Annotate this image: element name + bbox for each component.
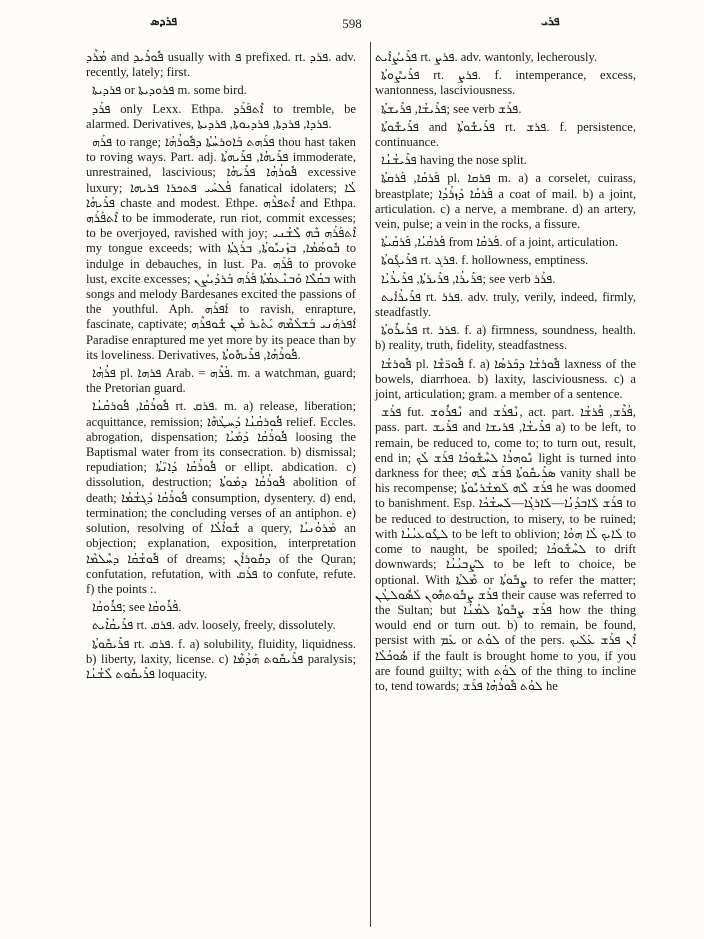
dictionary-entry: ܦܪܺܝܪܳܐ, ܦܪܺܝܪܬܳܐ, ܦܪܺܝܪܳܝܳܐ; see verb ܦܪܰܪ. <box>381 271 556 286</box>
dictionary-entry: ܦܪܽܘܩܳܐ; see ܦܳܪܽܘܩܳܐ. <box>92 600 182 615</box>
dictionary-entry: ܦܪܰܗ to range; ܦܪܰܗܬ ܒܰܐܘܪܚܳܬܳܐ ܕܦܽܘܪܳܗܳܐ thou hast taken to roving ways. Part. adj. ܦܪܺܝܗܳܐ, ܦܪܺܝܗܬܳܐ immoderate, unrestrained, lascivious; ܦܽܘܪܳܗܳܐ ܦܪܺܝܗܳܐ excessive luxury; ܦܳܠܚܰܝ ܦܬܟܪܐ ܦܪܝܗܐ fanatical idolaters; ܠܳܐ ܦܪܺܝܗܳܐ chaste and modest. Ethpe. ܐܶܬܦܪܶܗ and Ethpa. ܐܶܬܦܰܪܰܗ to be immoderate, run riot, commit excesses; to be overjoyed, ravished with joy; ܐܶܬܦܰܪܰܗ ܒܶܗ ܠܶܫܳܢܝ my tongue exceeds; with ܒܽܘܣܳܡܳܐ, ܒܙܰܢܝܽܘܬܳܐ, ܒܪܰܓܬܳܐ to indulge in debauches, in lust. Pa. ܦܰܪܰܗ to provoke lust, excite excesses; ܒܩܳܠܶܐ ܘܰܒܢܶܥܡܳܬܳܐ ܦܰܪܰܗ ܒܰܪܕܰܝܨܳܢ with songs and melody Bardesanes excited the passions of the youthful. Aph. ܐܰܦܪܰܗ to ravish, enrapture, fascinate, captivate; ܐܰܦܪܗܰܢܝ ܒܰܫܠܳܡܶܗ ܝܰܬܺܝܪ ܡܶܢ ܫܽܘܦܪܶܗ Paradise enraptured me yet more by its peace than by its loveliness. Derivatives, ܦܽܘܪܳܗܳܐ, ܦܪܺܝܗܽܘܬܳܐ. <box>86 135 356 362</box>
left-column <box>86 50 356 685</box>
dictionary-entry: ܦܪܺܝܨܽܘܬܳܐ rt. ܦܪܨ. f. intemperance, excess, wantonness, lasciviousness. <box>375 68 636 98</box>
page-header <box>0 14 704 40</box>
running-head-right: ܦܪܝ <box>541 14 560 28</box>
dictionary-entry: ܦܪܺܝܫܳܢܳܐ having the nose split. <box>381 153 527 168</box>
dictionary-entry: ܦܽܘܪܳܩܳܐ, ܦܽܘܪܩܳܢܳܐ rt. ܦܪܩ. m. a) release, liberation; acquittance, remission; ܦܽܘܪܩܳܢܳܐ ܕܰܚܛܳܗܶܐ relief. Eccles. abrogation, dispensation; ܦܽܘܪܳܩܳܐ ܕܰܡܰܝܳܐ loosing the Baptismal water from its consecration. b) dismissal; repudiation; ܦܽܘܪܳܩܳܐ ܕܰܐܢ̈ܬܳܐ or ellipt. abdication. c) dissolution, destruction; ܦܽܘܪܳܩܳܐ ܕܡܰܘܬܳܐ abolition of death; ܦܽܘܪܳܩܳܐ ܕܰܓܫܳܡܳܐ consumption, dysentery. d) end, termination; the concluding verses of an antiphon. e) solution, resolving of ܫܽܘܐܳܠܳܐ a query, ܡܰܪܘܳܢܝܳܐ an objection; explanation, exposition, interpretation ܦܽܘܫܳܩܳܐ ܕܚܶܠܡܶܐ of dreams; ܕܩܽܘܪܐܳܢ of the Quran; confutation, refutation, with ܦܪܰܩ to confute, refute. f) the points :. <box>86 399 357 596</box>
right-column <box>375 50 636 697</box>
dictionary-entry: ܦܪܺܝܩܳܐܺܝܬ rt. ܦܪܩ. adv. loosely, freely, dissolutely. <box>92 618 336 633</box>
dictionary-entry: ܦܪܺܝܩܽܘܬܳܐ rt. ܦܪܩ. f. a) solubility, fluidity, liquidness. b) liberty, laxity, license. c) ܦܪܺܝܩܽܘܬ ܗܰܕܳܡܶܐ paralysis; ܦܪܺܝܩܽܘܬ ܠܶܫܳܢܳܐ loquacity. <box>86 636 356 681</box>
dictionary-entry: ܦܰܪܩܳܐ, ܦܰܪܩܬܳܐ pl. ܦܪܩܐ m. a) a corselet, cuirass, breastplate; ܦܰܪܩܳܐ ܕܰܙܪܳܕܳܐ a coat of mail. b) a joint, articulation. c) a nerve, a membrane. d) an artery, vein, pulse; a vein in the rocks, a fissure. <box>375 171 637 232</box>
running-head-left: ܦܪܕܣ <box>150 14 178 28</box>
dictionary-entry: ܦܽܘܪܫܳܐ pl. ܦܽܘܪ̈ܫܶܐ f. a) ܦܽܘܪܫܳܐ ܕܟܰܪܣܳܐ laxness of the bowels, diarrhoea. b) laxity, lasciviousness. c) a joint, articulation; gram. a member of a sentence. <box>375 356 636 402</box>
dictionary-entry: ܦܪܳܗܳܐ pl. ܦܪܗܐ Arab. = ܦܳܪܶܗ. m. a watchman, guard; the Pretorian guard. <box>86 366 356 396</box>
dictionary-entry: ܦܪܰܕ only Lexx. Ethpa. ܐܶܬܦܰܪܰܕ to tremble, be alarmed. Derivatives, ܦܪܕܐ, ܦܪܕܬܐ, ܦܪܕܝܘܬܐ, ܦܪܕܝܬܐ. <box>86 101 356 131</box>
dictionary-entry: ܦܪܺܝܨܳܐܺܝܬ rt. ܦܪܨ. adv. wantonly, lecherously. <box>375 50 598 64</box>
dictionary-entry: ܦܰܪܩܳܝܳܐ, ܦܰܪܩܳܝܬܳܐ from ܦܰܪܩܳܐ. of a joint, articulation. <box>381 235 619 250</box>
page-number: 598 <box>342 16 362 31</box>
column-divider <box>370 42 371 927</box>
dictionary-entry: ܦܪܺܝܫܽܘܬܳܐ and ܦܪܺܝܫܽܘܬܳܐ rt. ܦܪܫ. f. persistence, continuance. <box>375 119 636 150</box>
dictionary-entry: ܦܪܰܫ fut. ܢܶܦܪܽܘܫ and ܢܶܦܪܰܫ, act. part. ܦܳܪܶܫ, ܦܳܪܫܳܐ, pass. part. ܦܪܺܝܫ and ܦܪܺܝܫܳܐ, ܦܪܝܫܐ a) to be left, to remain, be reduced to, come to; to turn out, result, end in; ܢܽܘܗܪܳܐ ܠܚܶܫܽܘܟܳܐ ܦܪܰܫ ܠܳܟ light is turned into darkness for thee; ܣܪܺܝܩܽܘܬܳܐ ܦܪܰܫ ܠܶܗ vanity shall be his recompense; ܦܪܰܫ ܠܶܗ ܠܰܡܫܰܪܝܽܘܬܳܐ he was doomed to banishment. Esp. ܦܪܰܫ ܠܰܐܒܕܳܢܳܐ—ܠܰܐܪܓܳܐ—ܠܰܚܫܳܟܳܐ to be reduced to destruction, to misery, to be ruined; with ܠܛܽܘܥܝܳܢܳܐ to be left to oblivion; ܠܰܐܝܟ ܠܳܐ ܗܘܳܐ to come to naught, be spoiled; ܠܚܶܫܽܘܟܳܐ to drift downwards; ܠܨܶܒܝܳܢܳܐ to be left to choice, be optional. With ܡܶܠܬܳܐ or ܨܒܽܘܬܳܐ to refer the matter; ܦܪܰܫ ܨܒܽܘܬܗܽܘܢ ܠܰܣܽܘܠܛܳܢ their cause was referred to the Sultan; but ܦܪܰܫ ܨܒܽܘܬܳܐ ܠܡܳܢܳܐ how the thing would end or turn out. b) to remain, be found, persist with ܥܰܡ or ܠܘܳܬ of the pers. ܐܶܢ ܦܪܰܫ ܥܰܠܰܝܟ ܣܽܘܟܳܠܳܐ if the fault is brought home to you, if you are found guilty; with ܠܘܳܬ of the thing to incline to, tend towards; ܠܘܳܬ ܦܽܘܪܳܗܳܐ ܦܪܰܫ he <box>375 405 637 693</box>
dictionary-entry: ܡܳܪܶܕ and ܦܽܘܪܺܝܕ usually with ܦ prefixed. rt. ܦܪܕ. adv. recently, lately; first. <box>86 50 357 80</box>
dictionary-entry: ܦܪܺܝܪܳܐܺܝܬ rt. ܦܪܪ. adv. truly, verily, indeed, firmly, steadfastly. <box>375 289 636 320</box>
dictionary-entry: ܦܪܺܝܪܽܘܬܳܐ rt. ܦܪܪ. f. a) firmness, soundness, health. b) reality, truth, fidelity, steadfastness. <box>375 323 636 353</box>
dictionary-entry: ܦܪܕܝܬܐ or ܦܪܘܕܝܬܐ m. some bird. <box>92 83 247 98</box>
dictionary-entry: ܦܪܺܝܓܽܘܬܳܐ rt. ܦܪܓ. f. hollowness, emptiness. <box>381 253 589 268</box>
dictionary-entry: ܦܪܺܝܫܳܐ, ܦܪܺܝܫܬܳܐ; see verb ܦܪܰܫ. <box>381 101 522 116</box>
